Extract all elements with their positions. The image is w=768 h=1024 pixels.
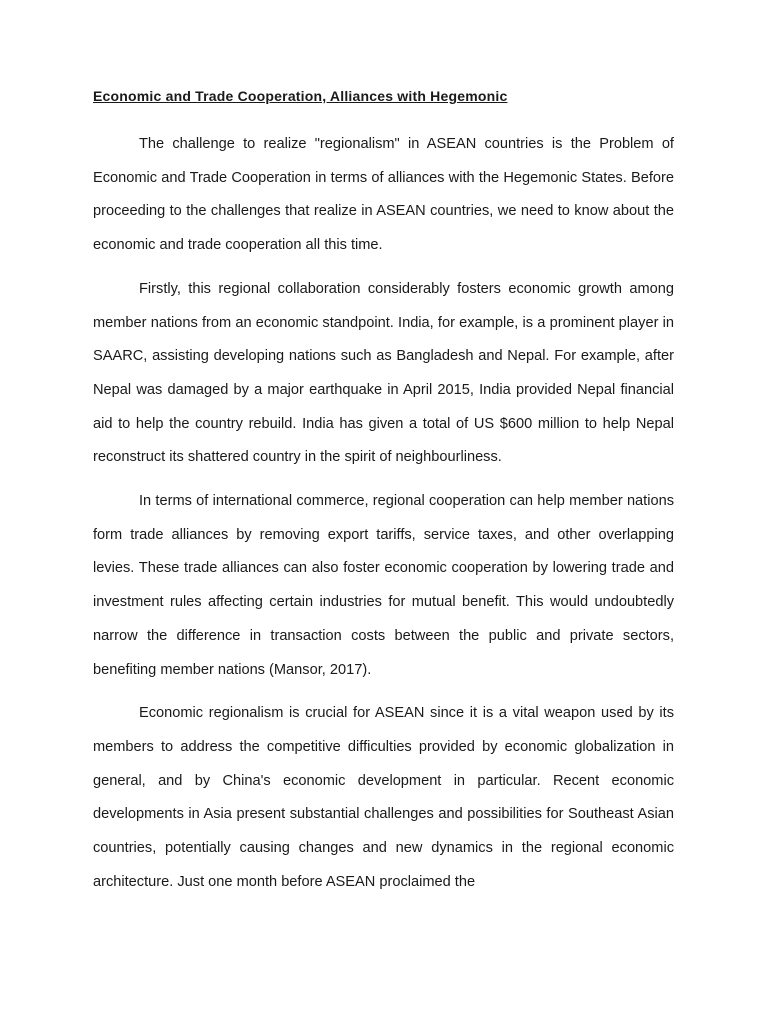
paragraph-economic-growth: Firstly, this regional collaboration considerably fosters economic growth among member nations from an economic standpoint. India, for example, is a prominent player in SAARC, assisting developing nations such as Bangladesh and Nepal. For example, after Nepal was damaged by a major earthquake in April 2015, India provided Nepal financial aid to help the country rebuild. India has given a total of US $600 million to help Nepal reconstruct its shattered country in the spirit of neighbourliness. [93, 280, 674, 466]
document-title: Economic and Trade Cooperation, Alliances with Hegemonic [93, 88, 508, 104]
document-page [93, 80, 674, 909]
paragraph-regionalism-challenge: The challenge to realize "regionalism" in ASEAN countries is the Problem of Economic and Trade Cooperation in terms of alliances with the Hegemonic States. Before proceeding to the challenges that realize in ASEAN countries, we need to know about the economic and trade cooperation all this time. [93, 136, 674, 254]
paragraph-international-commerce: In terms of international commerce, regional cooperation can help member nations form trade alliances by removing export tariffs, service taxes, and other overlapping levies. These trade alliances can also foster economic cooperation by lowering trade and investment rules affecting certain industries for mutual benefit. This would undoubtedly narrow the difference in transaction costs between the public and private sectors, benefiting member nations (Mansor, 2017). [93, 493, 674, 678]
paragraph-economic-regionalism: Economic regionalism is crucial for ASEAN since it is a vital weapon used by its members to address the competitive difficulties provided by economic globalization in general, and by China's economic development in particular. Recent economic developments in Asia present substantial challenges and possibilities for Southeast Asian countries, potentially causing changes and new dynamics in the regional economic architecture. Just one month before ASEAN proclaimed the [93, 705, 674, 890]
